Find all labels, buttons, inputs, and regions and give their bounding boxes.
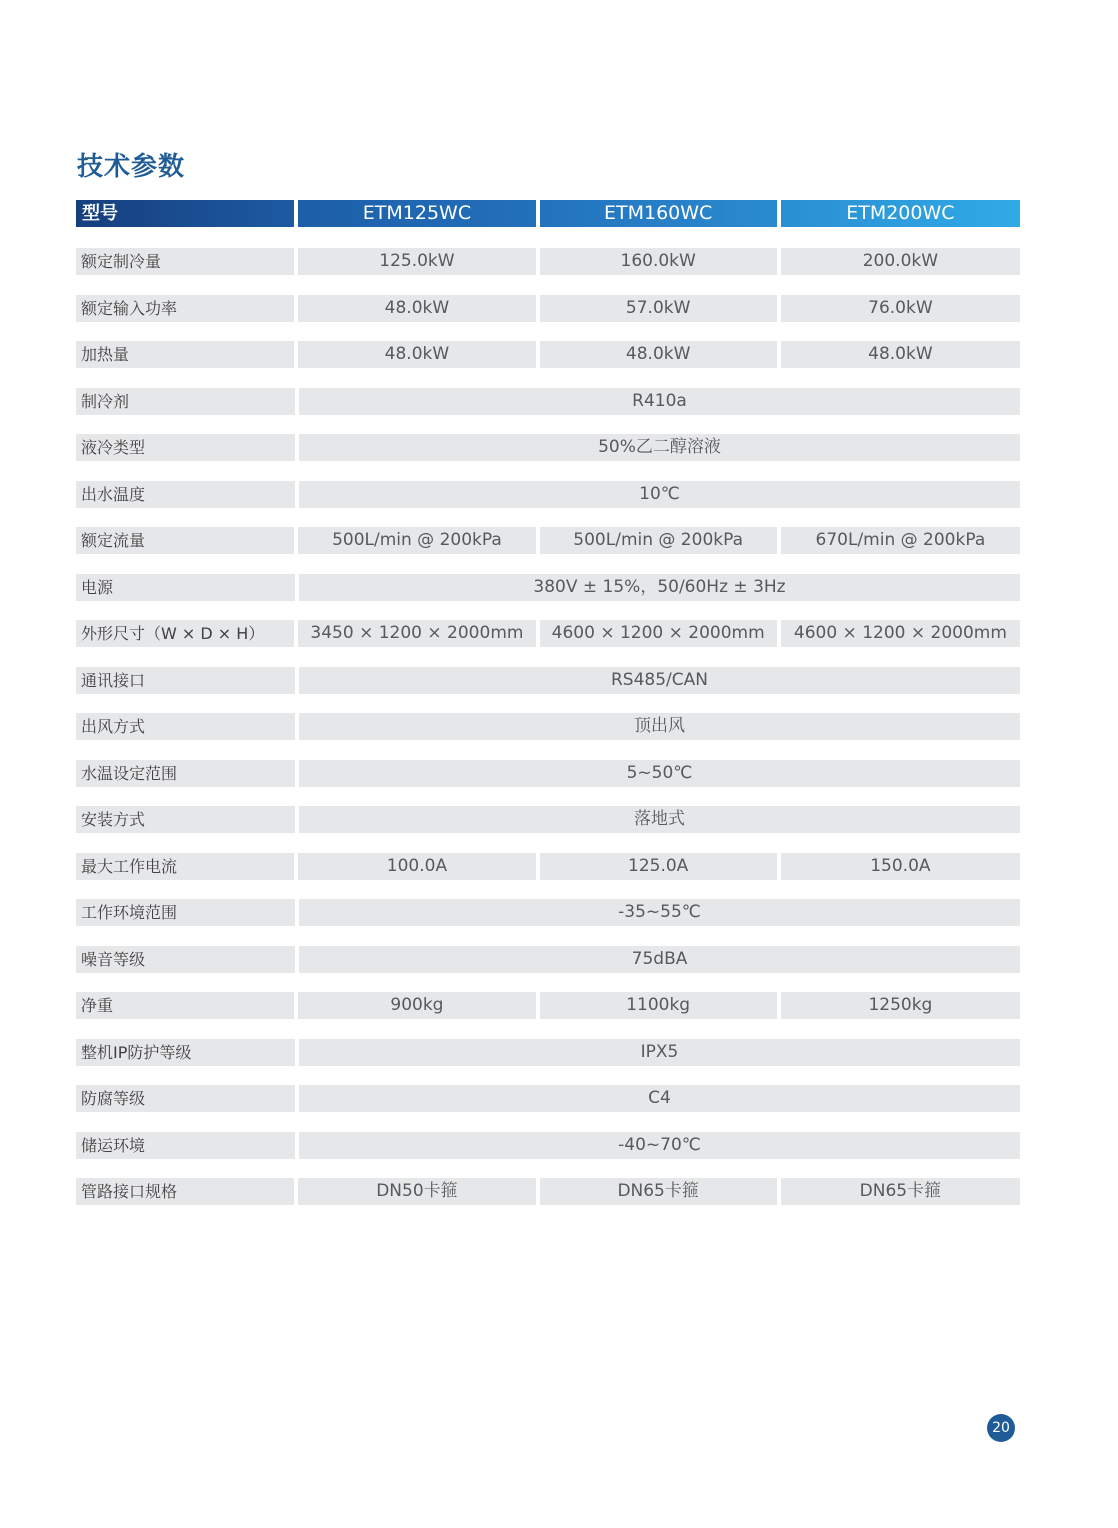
row-value: 125.0A bbox=[540, 853, 777, 880]
table-row bbox=[76, 1085, 1020, 1112]
row-label: 额定流量 bbox=[76, 527, 294, 554]
row-label: 液冷类型 bbox=[76, 434, 295, 461]
table-header-row bbox=[76, 200, 1020, 227]
row-value-merged: 380V ± 15%，50/60Hz ± 3Hz bbox=[299, 574, 1020, 601]
row-value: 160.0kW bbox=[540, 248, 777, 275]
table-row bbox=[76, 527, 1020, 554]
row-label: 出风方式 bbox=[76, 713, 295, 740]
row-value: 48.0kW bbox=[781, 341, 1020, 368]
table-row bbox=[76, 899, 1020, 926]
row-value-merged: 75dBA bbox=[299, 946, 1020, 973]
row-label: 管路接口规格 bbox=[76, 1178, 294, 1205]
row-label: 安装方式 bbox=[76, 806, 295, 833]
table-row bbox=[76, 1039, 1020, 1066]
page-number-badge: 20 bbox=[987, 1414, 1015, 1442]
row-value: 200.0kW bbox=[781, 248, 1020, 275]
row-value: 4600 × 1200 × 2000mm bbox=[540, 620, 777, 647]
row-value: 150.0A bbox=[781, 853, 1020, 880]
row-label: 防腐等级 bbox=[76, 1085, 295, 1112]
row-value-merged: IPX5 bbox=[299, 1039, 1020, 1066]
row-value: 57.0kW bbox=[540, 295, 777, 322]
row-label: 制冷剂 bbox=[76, 388, 295, 415]
row-label: 外形尺寸（W × D × H） bbox=[76, 620, 294, 647]
page-title: 技术参数 bbox=[77, 152, 186, 182]
table-row bbox=[76, 992, 1020, 1019]
row-value: 4600 × 1200 × 2000mm bbox=[781, 620, 1020, 647]
row-label: 净重 bbox=[76, 992, 294, 1019]
table-row bbox=[76, 1132, 1020, 1159]
row-label: 水温设定范围 bbox=[76, 760, 295, 787]
table-row bbox=[76, 946, 1020, 973]
table-row bbox=[76, 341, 1020, 368]
table-row bbox=[76, 853, 1020, 880]
row-value-merged: -40~70℃ bbox=[299, 1132, 1020, 1159]
row-value: 48.0kW bbox=[298, 295, 535, 322]
row-value: 3450 × 1200 × 2000mm bbox=[298, 620, 535, 647]
row-value-merged: R410a bbox=[299, 388, 1020, 415]
row-value: 900kg bbox=[298, 992, 535, 1019]
header-model-etm160wc: ETM160WC bbox=[540, 200, 777, 227]
row-value: DN50卡箍 bbox=[298, 1178, 535, 1205]
table-row bbox=[76, 388, 1020, 415]
table-row bbox=[76, 667, 1020, 694]
row-label: 整机IP防护等级 bbox=[76, 1039, 295, 1066]
row-value-merged: 5~50℃ bbox=[299, 760, 1020, 787]
row-value-merged: -35~55℃ bbox=[299, 899, 1020, 926]
row-value: 1250kg bbox=[781, 992, 1020, 1019]
table-row bbox=[76, 806, 1020, 833]
row-value-merged: 50%乙二醇溶液 bbox=[299, 434, 1020, 461]
row-value: 100.0A bbox=[298, 853, 535, 880]
row-value: 125.0kW bbox=[298, 248, 535, 275]
table-row bbox=[76, 248, 1020, 275]
row-value: 48.0kW bbox=[298, 341, 535, 368]
row-label: 储运环境 bbox=[76, 1132, 295, 1159]
row-value-merged: 落地式 bbox=[299, 806, 1020, 833]
row-label: 电源 bbox=[76, 574, 295, 601]
row-value: DN65卡箍 bbox=[540, 1178, 777, 1205]
row-value-merged: RS485/CAN bbox=[299, 667, 1020, 694]
row-value: 500L/min @ 200kPa bbox=[540, 527, 777, 554]
table-row bbox=[76, 620, 1020, 647]
row-value: 500L/min @ 200kPa bbox=[298, 527, 535, 554]
row-label: 加热量 bbox=[76, 341, 294, 368]
table-row bbox=[76, 760, 1020, 787]
table-row bbox=[76, 295, 1020, 322]
header-model-label: 型号 bbox=[76, 200, 294, 227]
row-value-merged: 顶出风 bbox=[299, 713, 1020, 740]
table-row bbox=[76, 434, 1020, 461]
row-value-merged: C4 bbox=[299, 1085, 1020, 1112]
row-value: 670L/min @ 200kPa bbox=[781, 527, 1020, 554]
header-model-etm125wc: ETM125WC bbox=[298, 200, 535, 227]
table-row bbox=[76, 713, 1020, 740]
row-label: 出水温度 bbox=[76, 481, 295, 508]
row-value-merged: 10℃ bbox=[299, 481, 1020, 508]
table-row bbox=[76, 574, 1020, 601]
header-model-etm200wc: ETM200WC bbox=[781, 200, 1020, 227]
row-label: 噪音等级 bbox=[76, 946, 295, 973]
table-row bbox=[76, 481, 1020, 508]
row-label: 工作环境范围 bbox=[76, 899, 295, 926]
row-value: 48.0kW bbox=[540, 341, 777, 368]
row-label: 通讯接口 bbox=[76, 667, 295, 694]
spec-table bbox=[76, 200, 1020, 1225]
row-label: 最大工作电流 bbox=[76, 853, 294, 880]
table-row bbox=[76, 1178, 1020, 1205]
row-value: DN65卡箍 bbox=[781, 1178, 1020, 1205]
row-label: 额定输入功率 bbox=[76, 295, 294, 322]
row-value: 76.0kW bbox=[781, 295, 1020, 322]
row-value: 1100kg bbox=[540, 992, 777, 1019]
row-label: 额定制冷量 bbox=[76, 248, 294, 275]
